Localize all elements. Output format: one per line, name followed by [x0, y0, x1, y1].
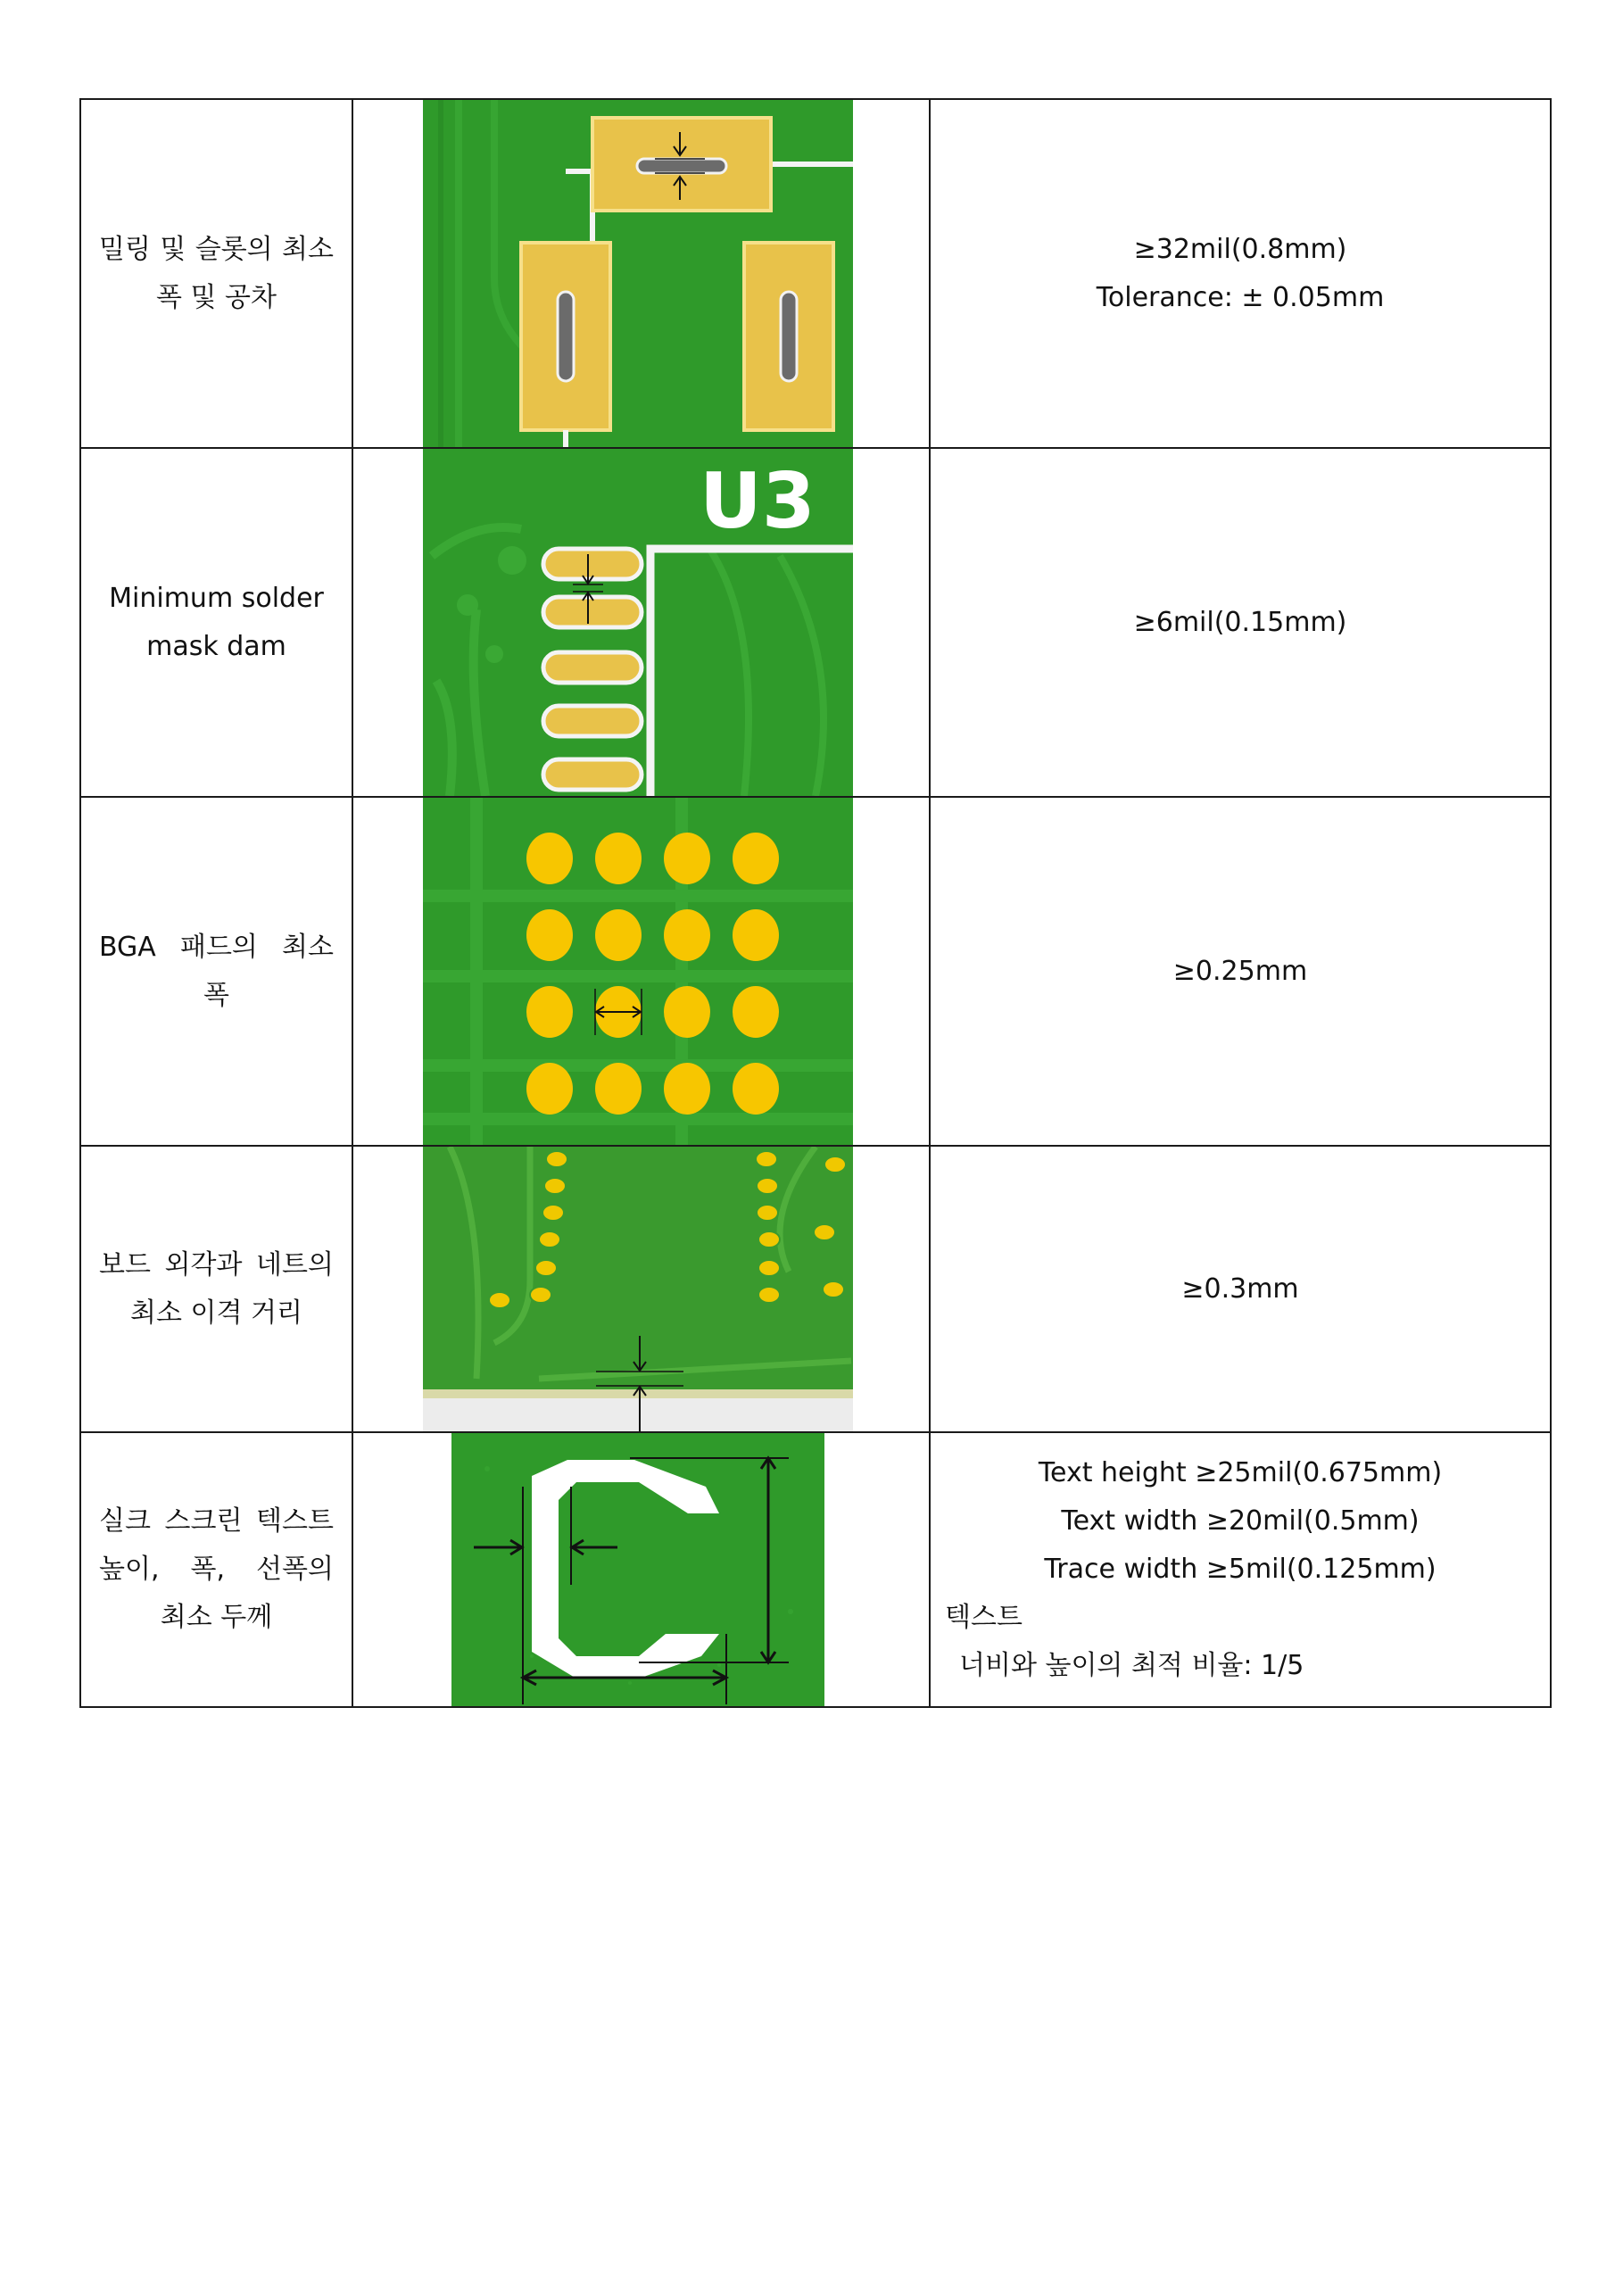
spec-value: ≥0.25mm	[1172, 955, 1308, 987]
spec-table	[79, 98, 1552, 1708]
row-label: 보드 외각과 네트의 최소 이격 거리	[99, 1248, 334, 1329]
row-label: Minimum solder mask dam	[109, 582, 324, 662]
table-row	[80, 1432, 1551, 1707]
spec-value: ≥32mil(0.8mm) Tolerance: ± 0.05mm	[1096, 233, 1385, 313]
row-label: BGA 패드의 최소 폭	[99, 931, 334, 1011]
pcb-board-edge-clearance-image	[423, 1147, 853, 1431]
table-row	[80, 99, 1551, 448]
pcb-silkscreen-text-image	[451, 1433, 824, 1706]
pcb-milling-slot-image	[423, 100, 853, 447]
pcb-bga-pads-image	[423, 798, 853, 1145]
pcb-solder-mask-dam-image	[423, 449, 853, 796]
spec-value: Text height ≥25mil(0.675mm) Text width ≥20mil(0.5mm) Trace width ≥5mil(0.125mm) 텍스트 너비와 높이의 최적 비율: 1/5	[945, 1457, 1443, 1681]
table-row	[80, 797, 1551, 1146]
table-row	[80, 1146, 1551, 1432]
row-label: 밀링 및 슬롯의 최소 폭 및 공차	[99, 233, 334, 313]
table-row	[80, 448, 1551, 797]
spec-value: ≥6mil(0.15mm)	[1133, 606, 1347, 638]
svg-text:U3: U3	[700, 457, 816, 546]
row-label: 실크 스크린 텍스트 높이, 폭, 선폭의 최소 두께	[99, 1505, 334, 1633]
spec-value: ≥0.3mm	[1181, 1272, 1299, 1305]
